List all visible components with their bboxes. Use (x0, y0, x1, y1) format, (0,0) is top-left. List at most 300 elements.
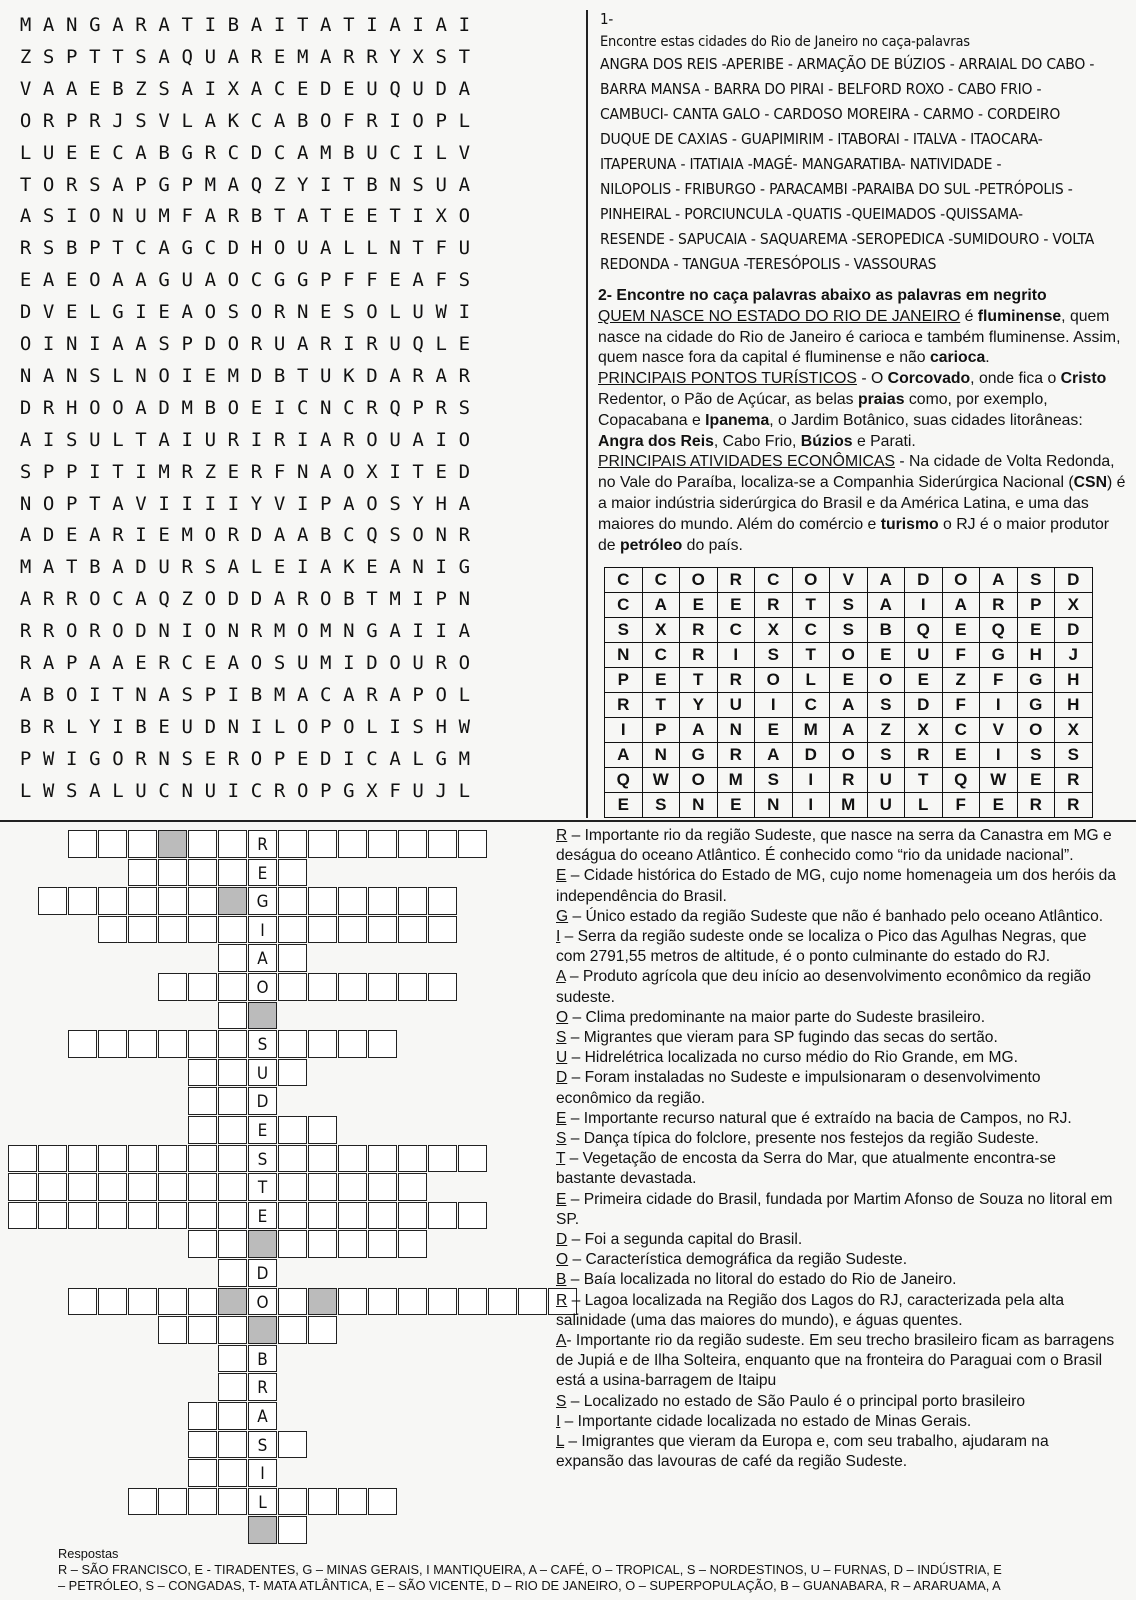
crossword-cell[interactable] (218, 859, 247, 887)
crossword-cell[interactable] (308, 1202, 337, 1230)
crossword-cell[interactable] (278, 859, 307, 887)
word-search-letter: F (435, 237, 447, 260)
word-search-letter: E (250, 396, 263, 419)
grid-cell: I (755, 693, 793, 718)
crossword-cell[interactable] (68, 1030, 97, 1058)
word-search-letter: R (273, 779, 286, 802)
word-search-letter: U (181, 269, 193, 292)
clue-text: – Importante cidade localizada no estado de Minas Gerais. (560, 1412, 972, 1430)
crossword-cell[interactable] (218, 1116, 247, 1144)
crossword-cell[interactable] (158, 1288, 187, 1316)
grid-cell: A (830, 718, 868, 743)
crossword-cell[interactable] (68, 830, 97, 858)
crossword-cell[interactable] (218, 944, 247, 972)
crossword-cell[interactable] (188, 916, 217, 944)
crossword-cell[interactable] (218, 973, 247, 1001)
word-search-letter: N (296, 301, 309, 324)
crossword-cell[interactable] (218, 1316, 247, 1344)
crossword-cell[interactable] (158, 1030, 187, 1058)
grid-cell: R (605, 693, 643, 718)
crossword-cell[interactable] (278, 1288, 307, 1316)
crossword-cell[interactable] (308, 1230, 337, 1258)
crossword-cell[interactable] (278, 830, 307, 858)
word-search-row (14, 684, 584, 706)
word-search-letter: A (435, 14, 447, 36)
crossword-cell[interactable] (218, 1059, 247, 1087)
crossword-cell[interactable] (398, 1230, 427, 1258)
crossword-cell[interactable] (398, 1173, 427, 1201)
word-search-letter: T (181, 14, 193, 36)
word-search-letter: R (366, 45, 378, 68)
crossword-cell[interactable] (188, 1431, 217, 1459)
crossword-cell[interactable] (218, 916, 247, 944)
word-search-letter: R (204, 141, 217, 164)
crossword-cell[interactable] (38, 1145, 67, 1173)
crossword-cell[interactable] (398, 973, 427, 1001)
word-search-letter: X (227, 77, 240, 100)
crossword-cell[interactable] (278, 1173, 307, 1201)
crossword-cell[interactable] (398, 1145, 427, 1173)
word-search-letter: A (181, 77, 193, 100)
crossword-cell[interactable] (38, 1173, 67, 1201)
crossword-cell[interactable] (128, 1030, 157, 1058)
crossword-cell[interactable] (368, 1145, 397, 1173)
word-search-letter: A (227, 45, 240, 68)
word-search-letter: C (250, 109, 263, 132)
grid-cell: G (1017, 668, 1055, 693)
word-search-letter: A (135, 269, 147, 292)
crossword-cell[interactable] (308, 973, 337, 1001)
crossword-cell[interactable] (188, 1230, 217, 1258)
crossword-cell[interactable] (188, 1116, 217, 1144)
word-search-letter: I (343, 747, 355, 770)
grid-cell: M (792, 718, 830, 743)
word-search-letter: A (135, 333, 147, 355)
crossword-cell[interactable] (428, 973, 457, 1001)
word-search-letter: R (250, 460, 263, 483)
crossword-cell[interactable] (158, 1145, 187, 1173)
crossword-cell[interactable] (128, 859, 157, 887)
crossword-cell[interactable] (338, 830, 367, 858)
grid-cell: E (980, 793, 1018, 818)
word-search-letter: E (366, 205, 378, 228)
word-search-letter: T (112, 683, 124, 706)
crossword-cell[interactable] (188, 1288, 217, 1316)
crossword-cell[interactable] (428, 1288, 457, 1316)
crossword-cell[interactable] (218, 1030, 247, 1058)
word-search-letter: P (135, 173, 147, 196)
word-search-letter: A (19, 524, 32, 547)
crossword-cell[interactable] (338, 973, 367, 1001)
word-search-letter: I (227, 492, 240, 515)
crossword-cell[interactable] (518, 1288, 547, 1316)
city-line: BARRA MANSA - BARRA DO PIRAI - BELFORD ROXO - CABO FRIO - (600, 80, 1042, 98)
crossword-cell[interactable] (338, 1030, 367, 1058)
word-search-letter: L (458, 109, 471, 132)
crossword-cell[interactable] (278, 1230, 307, 1258)
word-search-letter: S (343, 301, 355, 324)
crossword-cell[interactable] (278, 887, 307, 915)
word-search-letter: A (320, 556, 332, 579)
word-search-letter: N (135, 364, 147, 387)
crossword-cell[interactable] (278, 973, 307, 1001)
crossword-cell[interactable] (98, 916, 127, 944)
crossword-cell[interactable] (278, 944, 307, 972)
crossword-cell[interactable] (98, 1173, 127, 1201)
word-search-letter: A (204, 269, 217, 292)
clue-key-letter: E (556, 867, 567, 885)
grid-cell: P (642, 718, 680, 743)
crossword-cell[interactable] (308, 830, 337, 858)
crossword-cell[interactable] (278, 1488, 307, 1516)
word-search-letter: O (435, 683, 447, 706)
crossword-cell[interactable] (188, 1402, 217, 1430)
crossword-cell[interactable] (218, 830, 247, 858)
grid-row (605, 568, 1093, 593)
crossword-cell[interactable] (218, 1087, 247, 1115)
crossword-cell[interactable] (98, 1030, 127, 1058)
crossword-cell[interactable] (218, 1230, 247, 1258)
word-search-letter: P (89, 237, 101, 260)
clue-key-letter: D (556, 1231, 568, 1249)
crossword-key-letter: O (248, 1288, 277, 1316)
grid-cell: F (942, 643, 980, 668)
crossword-cell[interactable] (218, 887, 247, 915)
crossword-cell[interactable] (218, 1431, 247, 1459)
crossword-cell[interactable] (158, 859, 187, 887)
crossword-cell[interactable] (278, 1116, 307, 1144)
crossword-cell[interactable] (308, 1288, 337, 1316)
word-search-letter: I (250, 428, 263, 451)
grid-cell: J (1055, 643, 1093, 668)
crossword-cell[interactable] (428, 1202, 457, 1230)
crossword-separator-cell (248, 1516, 277, 1544)
crossword-cell[interactable] (218, 1145, 247, 1173)
word-search-letter: A (42, 556, 55, 579)
crossword-cell[interactable] (458, 830, 487, 858)
crossword-cell[interactable] (338, 1202, 367, 1230)
crossword-cell[interactable] (98, 887, 127, 915)
crossword-cell[interactable] (368, 916, 397, 944)
word-search-letter: O (112, 396, 124, 419)
crossword-cell[interactable] (428, 830, 457, 858)
crossword-cell[interactable] (458, 1202, 487, 1230)
crossword-cell[interactable] (368, 887, 397, 915)
word-search-letter: E (135, 652, 147, 674)
crossword-cell[interactable] (68, 1173, 97, 1201)
crossword-cell[interactable] (308, 1488, 337, 1516)
crossword-cell[interactable] (278, 1059, 307, 1087)
word-search-letter: O (320, 109, 332, 132)
clue-text: – Localizado no estado de São Paulo é o principal porto brasileiro (566, 1392, 1025, 1410)
crossword-cell[interactable] (308, 1316, 337, 1344)
crossword-cell[interactable] (98, 1288, 127, 1316)
crossword-cell[interactable] (458, 1145, 487, 1173)
crossword-cell[interactable] (158, 830, 187, 858)
word-search-letter: R (89, 109, 101, 132)
crossword-cell[interactable] (278, 1030, 307, 1058)
word-search-letter: A (273, 588, 286, 611)
word-search-letter: J (435, 779, 447, 802)
crossword-cell[interactable] (218, 1402, 247, 1430)
crossword-cell[interactable] (308, 887, 337, 915)
grid-cell: N (680, 793, 718, 818)
crossword-cell[interactable] (338, 1145, 367, 1173)
crossword-separator-cell (248, 1316, 277, 1344)
grid-cell: Z (942, 668, 980, 693)
word-search-letter: I (250, 715, 263, 738)
clue (556, 1392, 1116, 1412)
word-search-letter: N (112, 205, 124, 228)
crossword-cell[interactable] (278, 1145, 307, 1173)
crossword-cell[interactable] (278, 1431, 307, 1459)
crossword-cell[interactable] (188, 830, 217, 858)
word-search-letter: Y (89, 715, 101, 738)
clue (556, 1008, 1116, 1028)
word-search-letter: U (158, 556, 170, 579)
word-search-letter: P (204, 683, 217, 706)
word-search-letter: A (273, 109, 286, 132)
crossword-cell[interactable] (128, 916, 157, 944)
grid-cell: C (605, 568, 643, 593)
word-search-letter: O (66, 620, 78, 643)
word-search-letter: D (366, 652, 378, 674)
word-search-letter: S (389, 524, 401, 547)
crossword-cell[interactable] (158, 1173, 187, 1201)
grid-cell: A (867, 568, 905, 593)
crossword-key-letter: B (248, 1345, 277, 1373)
word-search-letter: B (227, 14, 240, 36)
word-search-letter: C (158, 779, 170, 802)
crossword-cell[interactable] (128, 1202, 157, 1230)
crossword-cell[interactable] (128, 1145, 157, 1173)
word-search-letter: I (89, 460, 101, 483)
question-1-number: 1- (600, 10, 614, 28)
word-search-letter: A (112, 492, 124, 515)
crossword-cell[interactable] (368, 973, 397, 1001)
word-search-letter: U (435, 173, 447, 196)
crossword-cell[interactable] (368, 1230, 397, 1258)
word-search-letter: C (343, 524, 355, 547)
crossword-cell[interactable] (68, 1288, 97, 1316)
word-search-letter: D (435, 77, 447, 100)
word-search-letter: C (320, 683, 332, 706)
crossword-cell[interactable] (188, 1488, 217, 1516)
word-search-letter: V (458, 141, 471, 164)
crossword-cell[interactable] (188, 973, 217, 1001)
word-search-letter: L (343, 237, 355, 260)
crossword-cell[interactable] (428, 916, 457, 944)
word-search-letter: A (320, 14, 332, 36)
crossword-key-letter: G (248, 887, 277, 915)
grid-cell: P (1017, 593, 1055, 618)
word-search-letter: O (42, 492, 55, 515)
crossword-cell[interactable] (398, 1202, 427, 1230)
crossword-cell[interactable] (278, 1516, 307, 1544)
crossword-cell[interactable] (128, 1288, 157, 1316)
crossword-cell[interactable] (218, 1173, 247, 1201)
crossword-cell[interactable] (368, 1030, 397, 1058)
crossword-cell[interactable] (8, 1173, 37, 1201)
crossword-cell[interactable] (128, 1488, 157, 1516)
word-search-letter: B (66, 237, 78, 260)
crossword-cell[interactable] (428, 887, 457, 915)
crossword-cell[interactable] (8, 1202, 37, 1230)
crossword-cell[interactable] (158, 1488, 187, 1516)
crossword-cell[interactable] (188, 1459, 217, 1487)
grid-cell: I (980, 693, 1018, 718)
word-search-letter: A (112, 556, 124, 579)
crossword-cell[interactable] (218, 1202, 247, 1230)
word-search-letter: D (320, 77, 332, 100)
crossword-cell[interactable] (158, 1316, 187, 1344)
crossword-cell[interactable] (278, 916, 307, 944)
crossword-cell[interactable] (218, 1373, 247, 1401)
crossword-cell[interactable] (158, 916, 187, 944)
word-search-letter: M (458, 747, 471, 770)
word-search-letter: P (320, 715, 332, 738)
word-search-letter: O (250, 301, 263, 324)
word-search-letter: R (42, 588, 55, 611)
clue-key-letter: E (556, 1190, 567, 1208)
word-search-letter: O (204, 620, 217, 643)
crossword-cell[interactable] (38, 1202, 67, 1230)
word-search-letter: T (343, 173, 355, 196)
word-search-letter: S (204, 556, 217, 579)
crossword-cell[interactable] (398, 1288, 427, 1316)
crossword-cell[interactable] (458, 1288, 487, 1316)
grid-cell: A (680, 718, 718, 743)
word-search-row (14, 588, 584, 610)
word-search-letter: Q (181, 45, 193, 68)
crossword-cell[interactable] (368, 1202, 397, 1230)
crossword-cell[interactable] (188, 1030, 217, 1058)
crossword-cell[interactable] (308, 1145, 337, 1173)
crossword-cell[interactable] (188, 887, 217, 915)
word-search-letter: I (135, 301, 147, 324)
word-search-letter: R (343, 428, 355, 451)
grid-cell: D (1055, 618, 1093, 643)
crossword-cell[interactable] (368, 1173, 397, 1201)
word-search-letter: O (366, 428, 378, 451)
crossword-cell[interactable] (308, 916, 337, 944)
crossword-cell[interactable] (188, 1087, 217, 1115)
grid-row (605, 593, 1093, 618)
crossword-cell[interactable] (188, 1173, 217, 1201)
crossword-cell[interactable] (158, 887, 187, 915)
crossword-cell[interactable] (278, 1316, 307, 1344)
crossword-cell[interactable] (188, 1316, 217, 1344)
word-search-letter: C (135, 237, 147, 260)
crossword-cell[interactable] (338, 887, 367, 915)
grid-cell: S (1017, 743, 1055, 768)
word-search-letter: V (135, 492, 147, 515)
crossword-cell[interactable] (308, 1030, 337, 1058)
crossword-cell[interactable] (338, 1488, 367, 1516)
crossword-cell[interactable] (218, 1488, 247, 1516)
word-search-letter: G (158, 269, 170, 292)
word-search-letter: T (135, 428, 147, 451)
crossword-cell[interactable] (218, 1345, 247, 1373)
crossword-cell[interactable] (188, 1059, 217, 1087)
crossword-clues (556, 826, 1116, 1473)
grid-cell: O (680, 768, 718, 793)
word-search-letter: I (204, 492, 217, 515)
crossword-cell[interactable] (128, 830, 157, 858)
crossword-cell[interactable] (188, 1145, 217, 1173)
grid-cell: L (905, 793, 943, 818)
crossword-cell[interactable] (428, 1145, 457, 1173)
word-search-letter: M (273, 620, 286, 643)
crossword-cell[interactable] (218, 1259, 247, 1287)
word-search-letter: Q (250, 173, 263, 196)
crossword-cell[interactable] (38, 887, 67, 915)
word-search-letter: M (389, 588, 401, 611)
word-search-letter: I (412, 14, 424, 36)
crossword-cell[interactable] (68, 1145, 97, 1173)
crossword-cell[interactable] (188, 1202, 217, 1230)
crossword-cell[interactable] (188, 859, 217, 887)
word-search-letter: R (158, 652, 170, 674)
crossword-cell[interactable] (338, 1288, 367, 1316)
crossword-cell[interactable] (308, 1173, 337, 1201)
crossword-cell[interactable] (128, 1173, 157, 1201)
word-search-letter: T (112, 45, 124, 68)
crossword-cell[interactable] (68, 1202, 97, 1230)
crossword-cell[interactable] (218, 1288, 247, 1316)
crossword-cell[interactable] (128, 887, 157, 915)
grid-cell: I (717, 643, 755, 668)
word-search-letter: A (112, 652, 124, 674)
crossword-cell[interactable] (68, 887, 97, 915)
clue-text: – Lagoa localizada na Região dos Lagos do RJ, caracterizada pela alta salinidade (uma das maiores do mundo), e águas quentes. (556, 1291, 1064, 1329)
grid-cell: P (605, 668, 643, 693)
word-search-letter: A (389, 14, 401, 36)
word-search-letter: A (42, 652, 55, 674)
word-search-letter: S (89, 173, 101, 196)
word-search-letter: R (250, 620, 263, 643)
crossword-cell[interactable] (98, 1202, 127, 1230)
crossword-cell[interactable] (368, 1488, 397, 1516)
crossword-cell[interactable] (368, 1288, 397, 1316)
crossword-cell[interactable] (338, 1173, 367, 1201)
crossword-cell[interactable] (368, 830, 397, 858)
crossword-cell[interactable] (488, 1288, 517, 1316)
crossword-cell[interactable] (98, 1145, 127, 1173)
word-search-letter: P (435, 588, 447, 611)
grid-cell: R (1017, 793, 1055, 818)
word-search-letter: R (435, 396, 447, 419)
crossword-cell[interactable] (8, 1145, 37, 1173)
word-search-letter: M (227, 364, 240, 387)
crossword-cell[interactable] (218, 1002, 247, 1030)
word-search-letter: M (296, 45, 309, 68)
city-list (600, 52, 1120, 277)
crossword-cell[interactable] (278, 1202, 307, 1230)
crossword-cell[interactable] (158, 1202, 187, 1230)
word-search-letter: E (227, 460, 240, 483)
crossword-cell[interactable] (398, 830, 427, 858)
crossword-cell[interactable] (308, 1116, 337, 1144)
crossword-cell[interactable] (338, 916, 367, 944)
crossword-cell[interactable] (398, 916, 427, 944)
word-search-letter: Y (389, 45, 401, 68)
crossword-cell[interactable] (158, 973, 187, 1001)
crossword-cell[interactable] (218, 1459, 247, 1487)
crossword-cell[interactable] (398, 887, 427, 915)
crossword-cell[interactable] (338, 1230, 367, 1258)
crossword-cell[interactable] (98, 830, 127, 858)
